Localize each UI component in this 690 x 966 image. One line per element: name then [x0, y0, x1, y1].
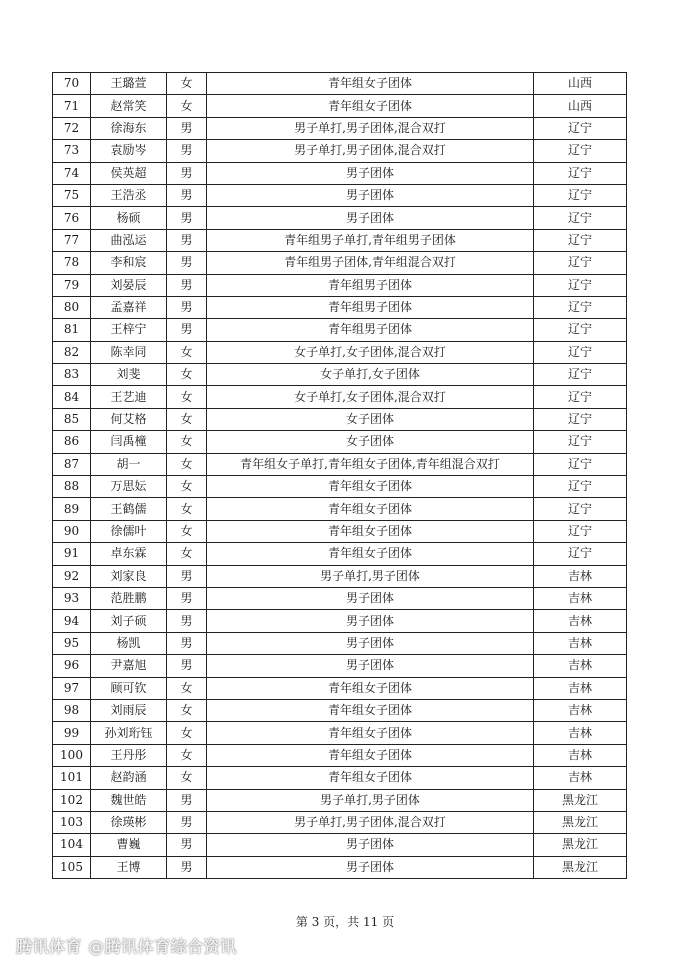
athlete-name: 徐海东 [91, 117, 167, 139]
table-row [53, 386, 627, 408]
athlete-name: 王梓宁 [91, 319, 167, 341]
athlete-events: 男子团体 [207, 856, 534, 878]
athlete-name: 刘子硕 [91, 610, 167, 632]
athlete-events: 男子团体 [207, 632, 534, 654]
athlete-name: 袁励岑 [91, 140, 167, 162]
table-row [53, 565, 627, 587]
table-row [53, 252, 627, 274]
row-number: 89 [53, 498, 91, 520]
athlete-gender: 男 [167, 565, 207, 587]
athlete-events: 女子单打,女子团体 [207, 364, 534, 386]
athlete-province: 吉林 [534, 610, 627, 632]
athlete-province: 辽宁 [534, 140, 627, 162]
athlete-province: 辽宁 [534, 252, 627, 274]
athlete-events: 青年组女子团体 [207, 95, 534, 117]
row-number: 105 [53, 856, 91, 878]
athlete-name: 刘晏辰 [91, 274, 167, 296]
athlete-province: 辽宁 [534, 162, 627, 184]
athlete-province: 辽宁 [534, 341, 627, 363]
table-row [53, 632, 627, 654]
athlete-name: 赵韵涵 [91, 767, 167, 789]
athlete-name: 王浩丞 [91, 184, 167, 206]
row-number: 98 [53, 699, 91, 721]
athlete-province: 辽宁 [534, 296, 627, 318]
table-row [53, 789, 627, 811]
row-number: 83 [53, 364, 91, 386]
watermark-text: 腾讯体育 @腾讯体育综合资讯 [16, 937, 237, 956]
athlete-gender: 男 [167, 610, 207, 632]
athlete-events: 青年组女子团体 [207, 767, 534, 789]
athlete-gender: 女 [167, 520, 207, 542]
table-row [53, 498, 627, 520]
athlete-province: 辽宁 [534, 184, 627, 206]
row-number: 102 [53, 789, 91, 811]
athlete-gender: 男 [167, 296, 207, 318]
athlete-province: 辽宁 [534, 207, 627, 229]
athlete-gender: 男 [167, 184, 207, 206]
athlete-province: 辽宁 [534, 229, 627, 251]
row-number: 95 [53, 632, 91, 654]
athlete-events: 青年组男子团体,青年组混合双打 [207, 252, 534, 274]
athlete-province: 山西 [534, 73, 627, 95]
athlete-events: 女子单打,女子团体,混合双打 [207, 341, 534, 363]
row-number: 72 [53, 117, 91, 139]
table-row [53, 834, 627, 856]
row-number: 73 [53, 140, 91, 162]
athlete-gender: 女 [167, 341, 207, 363]
athlete-name: 范胜鹏 [91, 587, 167, 609]
athlete-events: 青年组男子团体 [207, 296, 534, 318]
athlete-gender: 女 [167, 767, 207, 789]
row-number: 101 [53, 767, 91, 789]
table-row [53, 699, 627, 721]
athlete-province: 辽宁 [534, 364, 627, 386]
athlete-name: 陈幸同 [91, 341, 167, 363]
athlete-gender: 女 [167, 498, 207, 520]
athlete-gender: 女 [167, 476, 207, 498]
athlete-name: 王丹彤 [91, 744, 167, 766]
roster-body [53, 73, 627, 879]
athlete-events: 青年组男子团体 [207, 274, 534, 296]
athlete-province: 吉林 [534, 632, 627, 654]
table-row [53, 364, 627, 386]
row-number: 93 [53, 587, 91, 609]
athlete-province: 黑龙江 [534, 856, 627, 878]
row-number: 76 [53, 207, 91, 229]
athlete-province: 辽宁 [534, 117, 627, 139]
athlete-province: 辽宁 [534, 498, 627, 520]
athlete-events: 青年组女子团体 [207, 722, 534, 744]
athlete-name: 刘雨辰 [91, 699, 167, 721]
row-number: 78 [53, 252, 91, 274]
row-number: 96 [53, 655, 91, 677]
athlete-events: 男子单打,男子团体,混合双打 [207, 140, 534, 162]
row-number: 90 [53, 520, 91, 542]
table-row [53, 117, 627, 139]
athlete-events: 男子团体 [207, 655, 534, 677]
athlete-gender: 男 [167, 655, 207, 677]
table-row [53, 744, 627, 766]
table-row [53, 274, 627, 296]
athlete-province: 吉林 [534, 565, 627, 587]
athlete-name: 魏世皓 [91, 789, 167, 811]
athlete-events: 青年组男子单打,青年组男子团体 [207, 229, 534, 251]
table-row [53, 856, 627, 878]
athlete-name: 闫禹橦 [91, 431, 167, 453]
athlete-province: 吉林 [534, 655, 627, 677]
athlete-events: 青年组女子团体 [207, 677, 534, 699]
athlete-province: 辽宁 [534, 476, 627, 498]
table-row [53, 587, 627, 609]
row-number: 100 [53, 744, 91, 766]
athlete-events: 青年组女子团体 [207, 543, 534, 565]
table-row [53, 543, 627, 565]
table-row [53, 811, 627, 833]
athlete-name: 李和宸 [91, 252, 167, 274]
athlete-name: 王鹤儒 [91, 498, 167, 520]
athlete-gender: 女 [167, 699, 207, 721]
athlete-gender: 女 [167, 95, 207, 117]
athlete-name: 孙刘珩钰 [91, 722, 167, 744]
athlete-events: 青年组女子团体 [207, 520, 534, 542]
table-row [53, 408, 627, 430]
athlete-province: 山西 [534, 95, 627, 117]
athlete-name: 杨硕 [91, 207, 167, 229]
athlete-events: 男子单打,男子团体 [207, 789, 534, 811]
athlete-events: 女子团体 [207, 431, 534, 453]
athlete-gender: 男 [167, 140, 207, 162]
athlete-name: 曹巍 [91, 834, 167, 856]
row-number: 79 [53, 274, 91, 296]
athlete-name: 王璐萱 [91, 73, 167, 95]
athlete-name: 顾可钦 [91, 677, 167, 699]
row-number: 84 [53, 386, 91, 408]
athlete-province: 吉林 [534, 587, 627, 609]
athlete-province: 辽宁 [534, 274, 627, 296]
athlete-events: 男子团体 [207, 207, 534, 229]
table-row [53, 229, 627, 251]
athlete-gender: 男 [167, 319, 207, 341]
table-row [53, 140, 627, 162]
athlete-name: 刘斐 [91, 364, 167, 386]
athlete-province: 辽宁 [534, 408, 627, 430]
table-row [53, 207, 627, 229]
row-number: 103 [53, 811, 91, 833]
athlete-gender: 男 [167, 834, 207, 856]
table-row [53, 677, 627, 699]
athlete-name: 王博 [91, 856, 167, 878]
row-number: 87 [53, 453, 91, 475]
athlete-gender: 男 [167, 274, 207, 296]
page-number: 第 3 页，共 11 页 [295, 915, 395, 929]
athlete-name: 胡一 [91, 453, 167, 475]
athlete-gender: 女 [167, 543, 207, 565]
athlete-events: 男子团体 [207, 834, 534, 856]
athlete-roster-table [52, 72, 627, 879]
athlete-events: 青年组男子团体 [207, 319, 534, 341]
athlete-name: 万思妘 [91, 476, 167, 498]
table-row [53, 73, 627, 95]
athlete-events: 青年组女子团体 [207, 744, 534, 766]
athlete-name: 王艺迪 [91, 386, 167, 408]
athlete-gender: 女 [167, 744, 207, 766]
table-row [53, 610, 627, 632]
table-row [53, 520, 627, 542]
row-number: 88 [53, 476, 91, 498]
athlete-events: 青年组女子团体 [207, 476, 534, 498]
athlete-name: 孟嘉祥 [91, 296, 167, 318]
row-number: 92 [53, 565, 91, 587]
athlete-name: 卓东霖 [91, 543, 167, 565]
row-number: 82 [53, 341, 91, 363]
table-row [53, 319, 627, 341]
table-row [53, 722, 627, 744]
athlete-province: 辽宁 [534, 319, 627, 341]
athlete-gender: 女 [167, 73, 207, 95]
athlete-name: 曲泓运 [91, 229, 167, 251]
athlete-province: 吉林 [534, 744, 627, 766]
athlete-gender: 女 [167, 453, 207, 475]
athlete-name: 赵常笑 [91, 95, 167, 117]
table-row [53, 95, 627, 117]
athlete-gender: 女 [167, 677, 207, 699]
table-row [53, 453, 627, 475]
athlete-name: 何艾格 [91, 408, 167, 430]
athlete-events: 女子单打,女子团体,混合双打 [207, 386, 534, 408]
row-number: 75 [53, 184, 91, 206]
table-row [53, 162, 627, 184]
row-number: 71 [53, 95, 91, 117]
athlete-events: 青年组女子单打,青年组女子团体,青年组混合双打 [207, 453, 534, 475]
table-row [53, 341, 627, 363]
athlete-gender: 男 [167, 229, 207, 251]
athlete-gender: 男 [167, 811, 207, 833]
row-number: 97 [53, 677, 91, 699]
athlete-name: 尹嘉旭 [91, 655, 167, 677]
table-row [53, 655, 627, 677]
athlete-events: 男子团体 [207, 610, 534, 632]
row-number: 94 [53, 610, 91, 632]
athlete-name: 侯英超 [91, 162, 167, 184]
athlete-province: 吉林 [534, 767, 627, 789]
athlete-gender: 男 [167, 856, 207, 878]
athlete-gender: 男 [167, 162, 207, 184]
row-number: 81 [53, 319, 91, 341]
athlete-gender: 女 [167, 722, 207, 744]
athlete-events: 青年组女子团体 [207, 498, 534, 520]
athlete-gender: 女 [167, 386, 207, 408]
athlete-gender: 女 [167, 431, 207, 453]
athlete-gender: 女 [167, 364, 207, 386]
row-number: 80 [53, 296, 91, 318]
athlete-province: 辽宁 [534, 431, 627, 453]
athlete-events: 男子单打,男子团体,混合双打 [207, 117, 534, 139]
athlete-name: 杨凯 [91, 632, 167, 654]
athlete-events: 男子团体 [207, 587, 534, 609]
athlete-province: 吉林 [534, 699, 627, 721]
table-row [53, 476, 627, 498]
table-row [53, 184, 627, 206]
athlete-province: 吉林 [534, 722, 627, 744]
athlete-gender: 男 [167, 207, 207, 229]
athlete-events: 女子团体 [207, 408, 534, 430]
table-row [53, 431, 627, 453]
athlete-gender: 男 [167, 117, 207, 139]
athlete-province: 辽宁 [534, 543, 627, 565]
row-number: 104 [53, 834, 91, 856]
row-number: 70 [53, 73, 91, 95]
athlete-gender: 男 [167, 587, 207, 609]
row-number: 99 [53, 722, 91, 744]
athlete-events: 男子团体 [207, 184, 534, 206]
athlete-province: 黑龙江 [534, 811, 627, 833]
row-number: 91 [53, 543, 91, 565]
athlete-events: 青年组女子团体 [207, 699, 534, 721]
athlete-province: 黑龙江 [534, 834, 627, 856]
athlete-events: 男子团体 [207, 162, 534, 184]
athlete-province: 辽宁 [534, 453, 627, 475]
row-number: 77 [53, 229, 91, 251]
athlete-name: 徐瑛彬 [91, 811, 167, 833]
row-number: 74 [53, 162, 91, 184]
table-row [53, 767, 627, 789]
table-row [53, 296, 627, 318]
athlete-gender: 女 [167, 408, 207, 430]
row-number: 86 [53, 431, 91, 453]
athlete-province: 辽宁 [534, 386, 627, 408]
athlete-events: 男子单打,男子团体 [207, 565, 534, 587]
athlete-gender: 男 [167, 789, 207, 811]
athlete-province: 黑龙江 [534, 789, 627, 811]
athlete-gender: 男 [167, 252, 207, 274]
athlete-name: 徐儒叶 [91, 520, 167, 542]
athlete-gender: 男 [167, 632, 207, 654]
athlete-events: 男子单打,男子团体,混合双打 [207, 811, 534, 833]
athlete-name: 刘家良 [91, 565, 167, 587]
athlete-events: 青年组女子团体 [207, 73, 534, 95]
athlete-province: 辽宁 [534, 520, 627, 542]
athlete-province: 吉林 [534, 677, 627, 699]
row-number: 85 [53, 408, 91, 430]
